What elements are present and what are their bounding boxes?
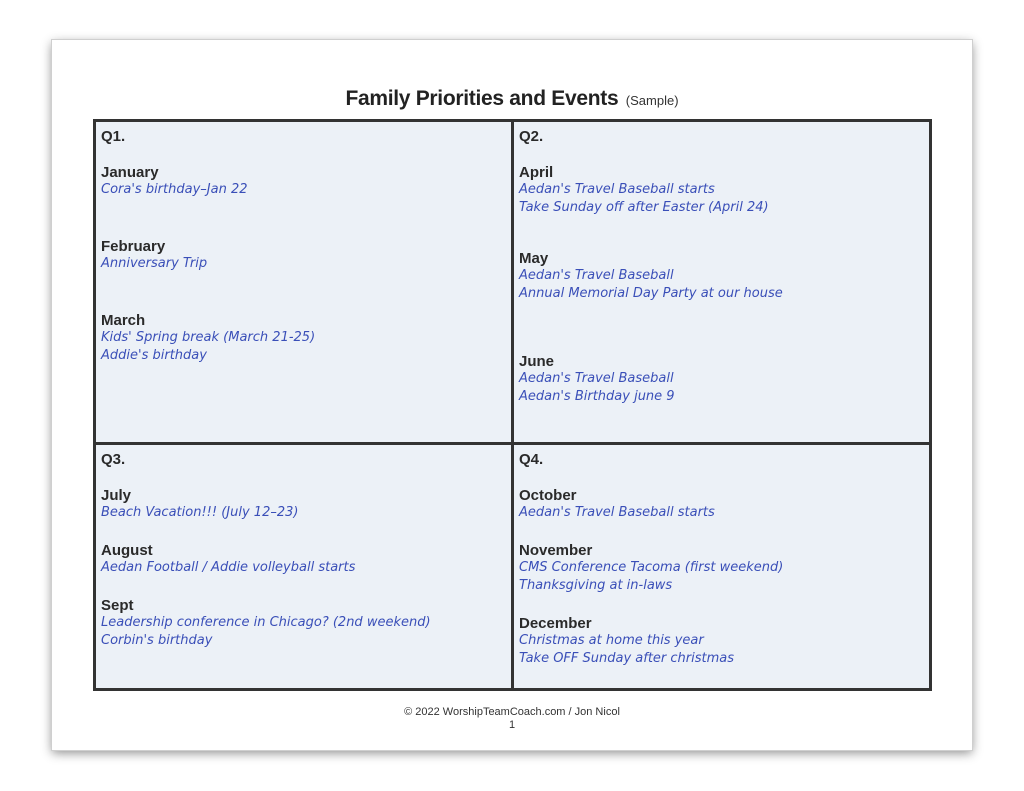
event-text: Aedan's Birthday june 9 xyxy=(519,389,675,404)
page-subtitle: (Sample) xyxy=(625,93,679,108)
event-text: Corbin's birthday xyxy=(101,633,213,648)
month-block-december xyxy=(519,615,924,668)
event-text: Beach Vacation!!! (July 12–23) xyxy=(101,505,299,520)
month-block-sept xyxy=(101,597,506,650)
month-block-june xyxy=(519,353,924,406)
event-text: Addie's birthday xyxy=(101,348,207,363)
quadrant-q4 xyxy=(514,445,929,688)
quadrant-label: Q4. xyxy=(519,451,544,468)
page-footer xyxy=(52,706,972,732)
event-text: Annual Memorial Day Party at our house xyxy=(519,286,783,301)
title-row xyxy=(52,87,972,111)
event-text: Aedan's Travel Baseball xyxy=(519,268,674,283)
event-text: CMS Conference Tacoma (first weekend) xyxy=(519,560,784,575)
event-text: Christmas at home this year xyxy=(519,633,704,648)
month-heading: December xyxy=(519,615,592,632)
event-text: Aedan's Travel Baseball xyxy=(519,371,674,386)
event-text: Thanksgiving at in-laws xyxy=(519,578,673,593)
month-block-july xyxy=(101,487,506,522)
month-block-february xyxy=(101,238,506,273)
quadrant-grid xyxy=(93,119,932,691)
month-heading: April xyxy=(519,164,554,181)
event-text: Aedan's Travel Baseball starts xyxy=(519,182,715,197)
event-text: Kids' Spring break (March 21-25) xyxy=(101,330,316,345)
event-text: Take OFF Sunday after christmas xyxy=(519,651,735,666)
month-block-january xyxy=(101,164,506,199)
month-heading: October xyxy=(519,487,577,504)
event-text: Cora's birthday–Jan 22 xyxy=(101,182,248,197)
month-heading: August xyxy=(101,542,153,559)
month-heading: November xyxy=(519,542,593,559)
month-heading: June xyxy=(519,353,555,370)
month-heading: January xyxy=(101,164,159,181)
quadrant-q1 xyxy=(96,122,511,442)
month-block-november xyxy=(519,542,924,595)
month-block-may xyxy=(519,250,924,303)
month-heading: March xyxy=(101,312,146,329)
event-text: Aedan's Travel Baseball starts xyxy=(519,505,715,520)
quadrant-label: Q3. xyxy=(101,451,126,468)
document-page xyxy=(52,40,972,750)
month-block-march xyxy=(101,312,506,365)
month-block-april xyxy=(519,164,924,217)
month-heading: May xyxy=(519,250,549,267)
month-heading: February xyxy=(101,238,166,255)
event-text: Aedan Football / Addie volleyball starts xyxy=(101,560,356,575)
event-text: Anniversary Trip xyxy=(101,256,208,271)
quadrant-q2 xyxy=(514,122,929,442)
copyright-text: © 2022 WorshipTeamCoach.com / Jon Nicol xyxy=(404,706,620,718)
month-heading: July xyxy=(101,487,132,504)
quadrant-label: Q1. xyxy=(101,128,126,145)
month-block-august xyxy=(101,542,506,577)
page-number: 1 xyxy=(508,719,516,731)
event-text: Take Sunday off after Easter (April 24) xyxy=(519,200,769,215)
quadrant-label: Q2. xyxy=(519,128,544,145)
event-text: Leadership conference in Chicago? (2nd weekend) xyxy=(101,615,431,630)
month-block-october xyxy=(519,487,924,522)
month-heading: Sept xyxy=(101,597,134,614)
page-title: Family Priorities and Events xyxy=(345,87,619,110)
quadrant-q3 xyxy=(96,445,511,688)
